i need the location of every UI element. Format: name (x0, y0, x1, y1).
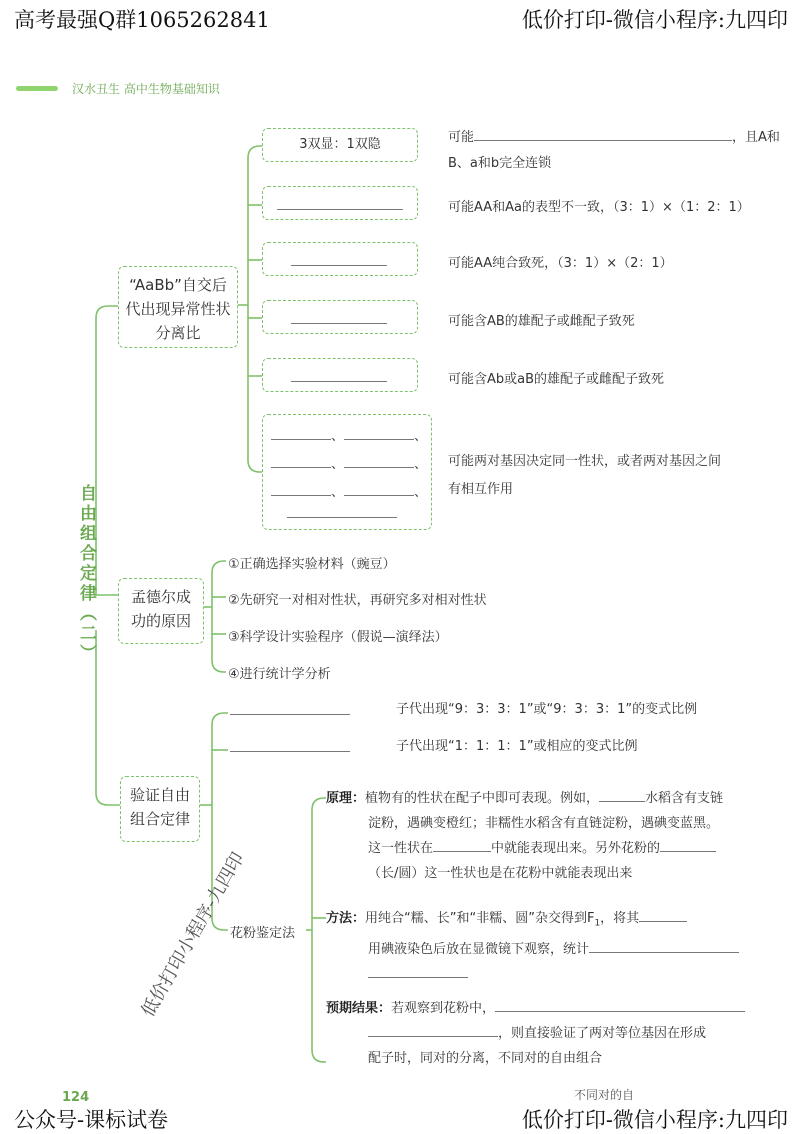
row6-line-a: 可能两对基因决定同一性状，或者两对基因之间 (448, 454, 722, 469)
blank-line (277, 195, 403, 210)
box-row6 (262, 414, 432, 530)
reason-item-3: ③科学设计实验程序（假说—演绎法） (228, 630, 448, 645)
blank-line (230, 737, 350, 752)
box-3-1 (262, 128, 418, 162)
row1-prefix: 可能 (448, 130, 475, 145)
brand-text: 汉水丑生 高中生物基础知识 (72, 82, 220, 96)
verify-row1: 子代出现“9：3：3：1”或“9：3：3：1”的变式比例 (396, 702, 698, 717)
expected-result-label: 预期结果： (326, 1001, 392, 1016)
blank-row: 、 、 (271, 425, 427, 444)
header-right-text: 低价打印-微信小程序:九四印 (521, 8, 788, 32)
principle-block: 原理：植物有的性状在配子中即可表现。例如， 水稻含有支链 淀粉，遇碘变橙红；非糯性水稻含有直链淀粉，遇碘变蓝黑。 这一性状在 中就能表现出来。另外花粉的 （长/圆）这一性状也是在花粉中就能表现出来 (326, 786, 766, 886)
section3-title-box (120, 776, 200, 842)
row3-text: 可能AA纯合致死，（3：1）×（2：1） (448, 256, 673, 271)
section2-title: 孟德尔成功的原因 (130, 588, 191, 630)
cut-off-text: 不同对的自 (574, 1088, 635, 1102)
pollen-method-label: 花粉鉴定法 (230, 926, 296, 941)
box-row4 (262, 300, 418, 334)
footer-right-text: 低价打印-微信小程序:九四印 (521, 1108, 788, 1132)
reason-item-1: ①正确选择实验材料（豌豆） (228, 557, 396, 572)
reason-item-2: ②先研究一对相对性状，再研究多对相对性状 (228, 593, 487, 608)
blank-line (291, 309, 387, 324)
box-3-1-text: 3双显：1双隐 (299, 137, 381, 152)
section2-title-box (118, 578, 204, 644)
blank-line (291, 367, 387, 382)
section3-title: 验证自由组合定律 (129, 786, 190, 828)
root-title: 自由组合定律（二） (76, 484, 96, 664)
section1-title-box (118, 266, 238, 348)
row1-line-b: B、a和b完全连锁 (448, 156, 552, 171)
row1-line-a (448, 126, 780, 145)
blank-line (474, 126, 732, 141)
method-label: 方法： (326, 911, 366, 926)
verify-row2: 子代出现“1：1：1：1”或相应的变式比例 (396, 739, 638, 754)
reason-item-4: ④进行统计学分析 (228, 667, 331, 682)
footer-left-text: 公众号-课标试卷 (14, 1108, 169, 1132)
blank-row: 、 、 (271, 453, 427, 472)
box-row3 (262, 242, 418, 276)
row5-text: 可能含Ab或aB的雄配子或雌配子致死 (448, 372, 665, 387)
row1-suffix: ，且A和 (732, 130, 780, 145)
method-block: 方法：用纯合“糯、长”和“非糯、圆”杂交得到$F_1$，将其 用碘液染色后放在显微镜下观察，统计 (326, 906, 766, 987)
row2-text: 可能AA和Aa的表型不一致，（3：1）×（1：2：1） (448, 200, 750, 215)
page-number: 124 (62, 1090, 90, 1105)
blank-line (230, 700, 350, 715)
watermark-text: 低价打印小程序-九四印 (137, 848, 249, 1021)
box-row2 (262, 186, 418, 220)
blank-row: 、 、 (271, 481, 427, 500)
section1-title: “AaBb”自交后代出现异常性状分离比 (125, 276, 231, 342)
expected-result-block: 预期结果：若观察到花粉中， ，则直接验证了两对等位基因在形成 配子时，同对的分离，不同对的自由组合 (326, 996, 766, 1071)
row4-text: 可能含AB的雄配子或雌配子致死 (448, 314, 635, 329)
box-row5 (262, 358, 418, 392)
row6-line-b: 有相互作用 (448, 482, 514, 497)
blank-line (291, 251, 387, 266)
blank-line (287, 503, 397, 518)
principle-label: 原理： (326, 791, 366, 806)
header-left-text: 高考最强Q群1065262841 (14, 8, 270, 32)
